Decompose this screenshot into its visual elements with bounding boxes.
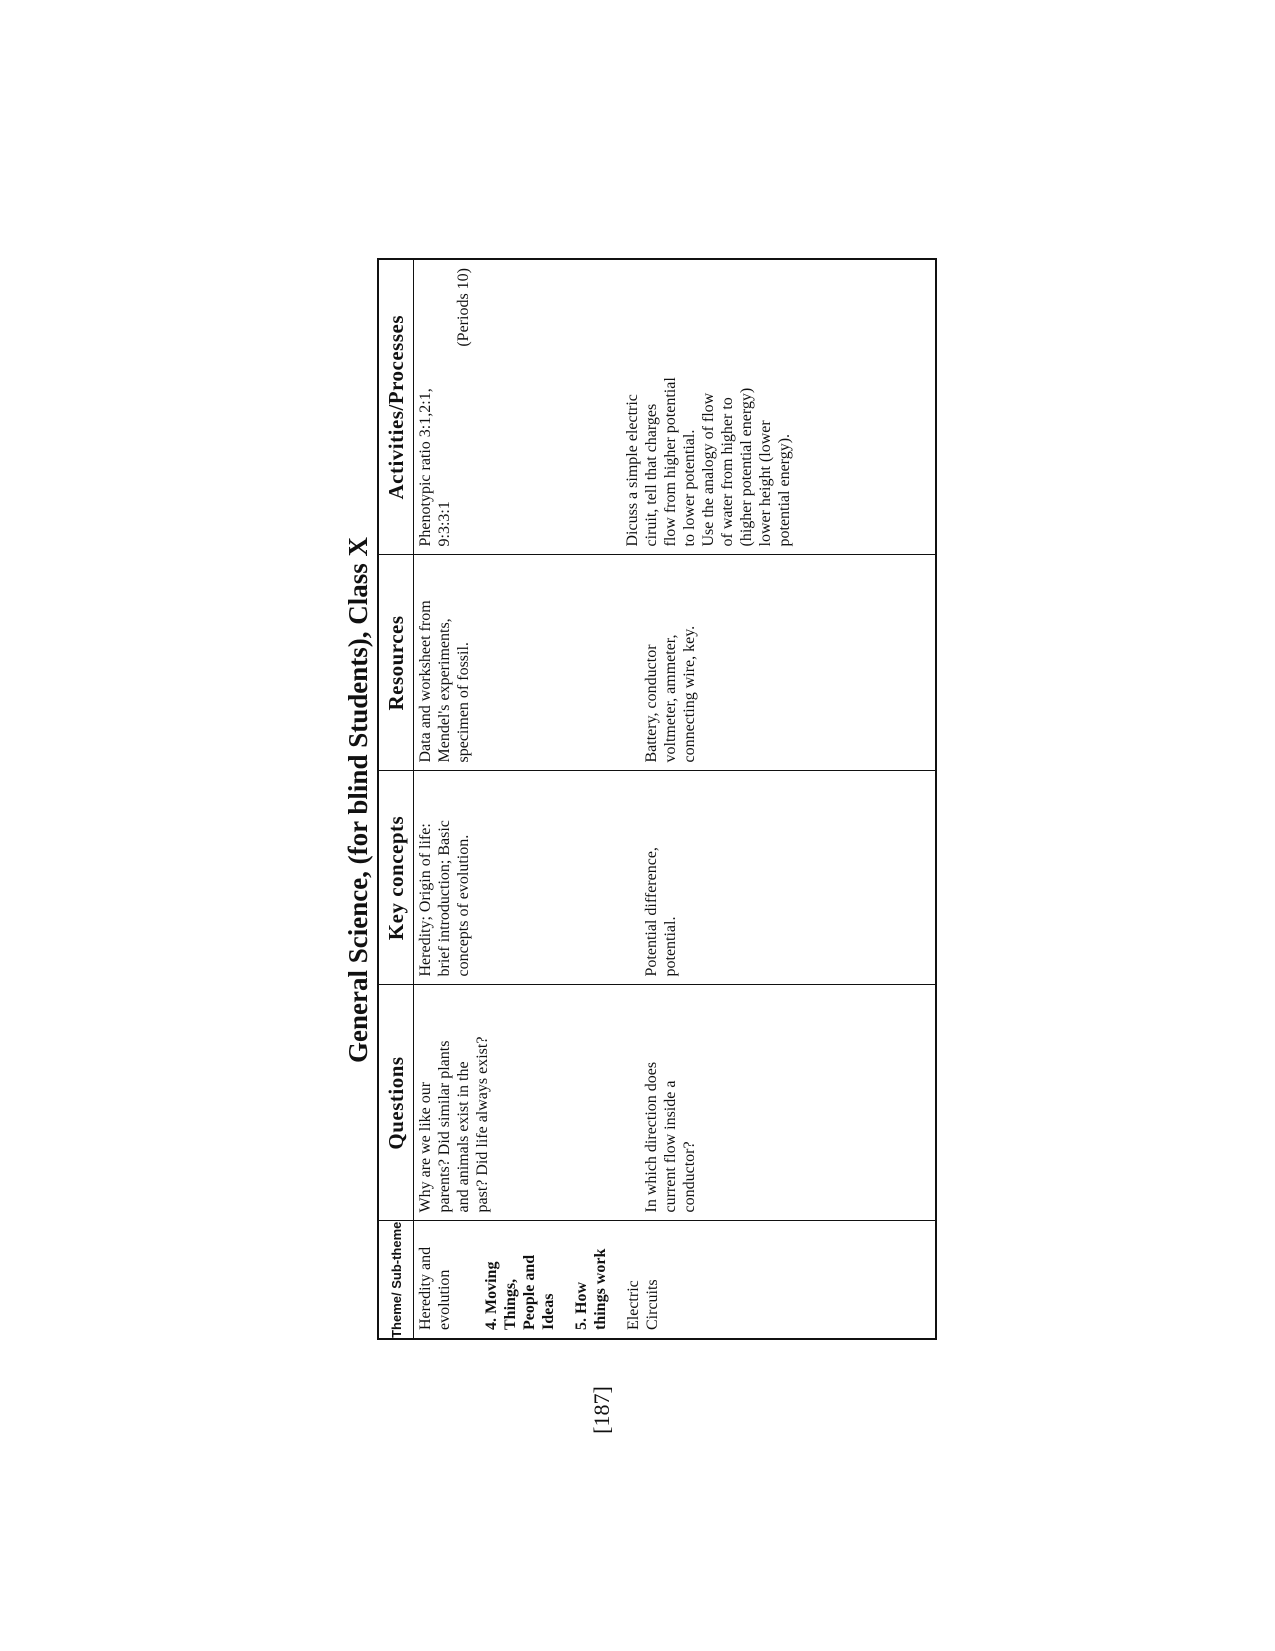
periods-label: (Periods 10) — [455, 268, 472, 347]
header-resources: Resources — [378, 555, 414, 771]
table-row — [414, 259, 937, 1339]
table-header-row — [378, 259, 414, 1339]
header-activities: Activities/Processes — [378, 259, 414, 555]
rotated-page — [340, 260, 940, 1434]
syllabus-table — [377, 258, 937, 1340]
header-theme: Theme/ Sub-theme — [378, 1221, 414, 1339]
activities-cell: Phenotypic ratio 3:1,2:1, 9:3:3:1 (Periods 10) Dicuss a simple electric ciruit, tell that charges flow from higher potential to lower potential. Use the analogy of flow of water from higher to (higher potential energy) lower height (lower potential energy). — [414, 259, 937, 555]
page-title: General Science, (for blind Students), Class X — [343, 537, 373, 1064]
header-questions: Questions — [378, 985, 414, 1221]
questions-cell: Why are we like our parents? Did similar plants and animals exist in the past? Did life always exist? In which direction does current flow inside a conductor? — [414, 985, 937, 1221]
page-number: [187] — [589, 1386, 614, 1434]
key-concepts-cell: Heredity; Origin of life: brief introduction; Basic concepts of evolution. Potential difference, potential. — [414, 771, 937, 985]
theme-cell: Heredity and evolution 4. Moving Things, People and Ideas 5. How things work Electric Circuits — [414, 1221, 937, 1339]
resources-cell: Data and worksheet from Mendel's experiments, specimen of fossil. Battery, conductor voltmeter, ammeter, connecting wire, key. — [414, 555, 937, 771]
header-key-concepts: Key concepts — [378, 771, 414, 985]
